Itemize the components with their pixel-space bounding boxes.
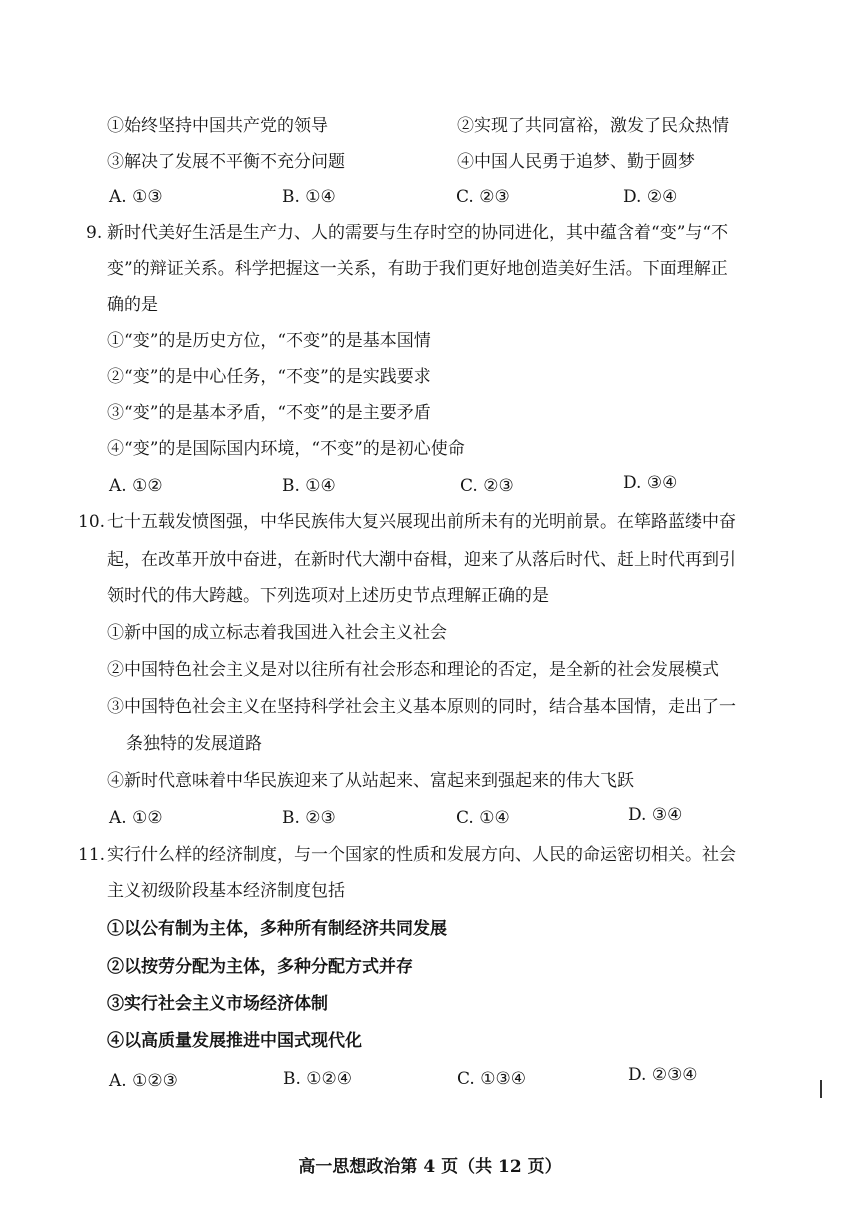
margin-mark: [820, 1080, 822, 1098]
q10-item-2: ②中国特色社会主义是对以往所有社会形态和理论的否定，是全新的社会发展模式: [107, 660, 719, 680]
q8-option-c: C. ②③: [456, 187, 510, 207]
q10-option-c: C. ①④: [456, 808, 510, 828]
q8-item-1: ①始终坚持中国共产党的领导: [107, 116, 328, 136]
q8-item-3: ③解决了发展不平衡不充分问题: [107, 152, 345, 172]
q10-stem-line-1: 七十五载发愤图强，中华民族伟大复兴展现出前所未有的光明前景。在筚路蓝缕中奋: [107, 512, 736, 532]
q9-number: 9.: [86, 223, 103, 243]
q11-item-2: ②以按劳分配为主体，多种分配方式并存: [107, 957, 413, 977]
q8-item-4: ④中国人民勇于追梦、勤于圆梦: [457, 152, 695, 172]
q9-stem-line-1: 新时代美好生活是生产力、人的需要与生存时空的协同进化，其中蕴含着“变”与“不: [107, 223, 729, 243]
q10-item-4: ④新时代意味着中华民族迎来了从站起来、富起来到强起来的伟大飞跃: [107, 771, 634, 791]
q9-option-d: D. ③④: [623, 473, 678, 493]
q11-number: 11.: [78, 845, 106, 865]
q10-stem-line-2: 起，在改革开放中奋进，在新时代大潮中奋楫，迎来了从落后时代、赶上时代再到引: [107, 550, 736, 570]
q9-item-3: ③“变”的是基本矛盾，“不变”的是主要矛盾: [107, 403, 431, 423]
q9-stem-line-2: 变”的辩证关系。科学把握这一关系，有助于我们更好地创造美好生活。下面理解正: [107, 259, 728, 279]
q11-option-a: A. ①②③: [109, 1071, 178, 1091]
q11-item-1: ①以公有制为主体，多种所有制经济共同发展: [107, 919, 447, 939]
q10-option-a: A. ①②: [109, 808, 163, 828]
q8-option-a: A. ①③: [109, 187, 163, 207]
q10-item-3-cont: 条独特的发展道路: [126, 734, 262, 754]
q11-stem-line-2: 主义初级阶段基本经济制度包括: [107, 881, 345, 901]
q8-option-d: D. ②④: [623, 187, 678, 207]
q10-item-3: ③中国特色社会主义在坚持科学社会主义基本原则的同时，结合基本国情，走出了一: [107, 697, 736, 717]
q11-item-4: ④以高质量发展推进中国式现代化: [107, 1031, 362, 1051]
q9-option-a: A. ①②: [109, 476, 163, 496]
q10-option-b: B. ②③: [282, 808, 336, 828]
q9-item-1: ①“变”的是历史方位，“不变”的是基本国情: [107, 331, 431, 351]
q8-option-b: B. ①④: [282, 187, 336, 207]
q9-option-c: C. ②③: [460, 476, 514, 496]
q9-option-b: B. ①④: [282, 476, 336, 496]
q10-item-1: ①新中国的成立标志着我国进入社会主义社会: [107, 623, 447, 643]
q9-item-2: ②“变”的是中心任务，“不变”的是实践要求: [107, 367, 431, 387]
q8-item-2: ②实现了共同富裕，激发了民众热情: [457, 116, 729, 136]
q9-item-4: ④“变”的是国际国内环境，“不变”的是初心使命: [107, 439, 465, 459]
q10-number: 10.: [78, 512, 106, 532]
page-footer: 高一思想政治第 4 页（共 12 页）: [298, 1157, 562, 1177]
q9-stem-line-3: 确的是: [107, 295, 158, 315]
q10-option-d: D. ③④: [628, 805, 683, 825]
q11-option-b: B. ①②④: [283, 1069, 353, 1089]
q11-option-d: D. ②③④: [628, 1065, 698, 1085]
q11-item-3: ③实行社会主义市场经济体制: [107, 994, 328, 1014]
q10-stem-line-3: 领时代的伟大跨越。下列选项对上述历史节点理解正确的是: [107, 586, 549, 606]
q11-option-c: C. ①③④: [457, 1069, 526, 1089]
q11-stem-line-1: 实行什么样的经济制度，与一个国家的性质和发展方向、人民的命运密切相关。社会: [107, 845, 736, 865]
